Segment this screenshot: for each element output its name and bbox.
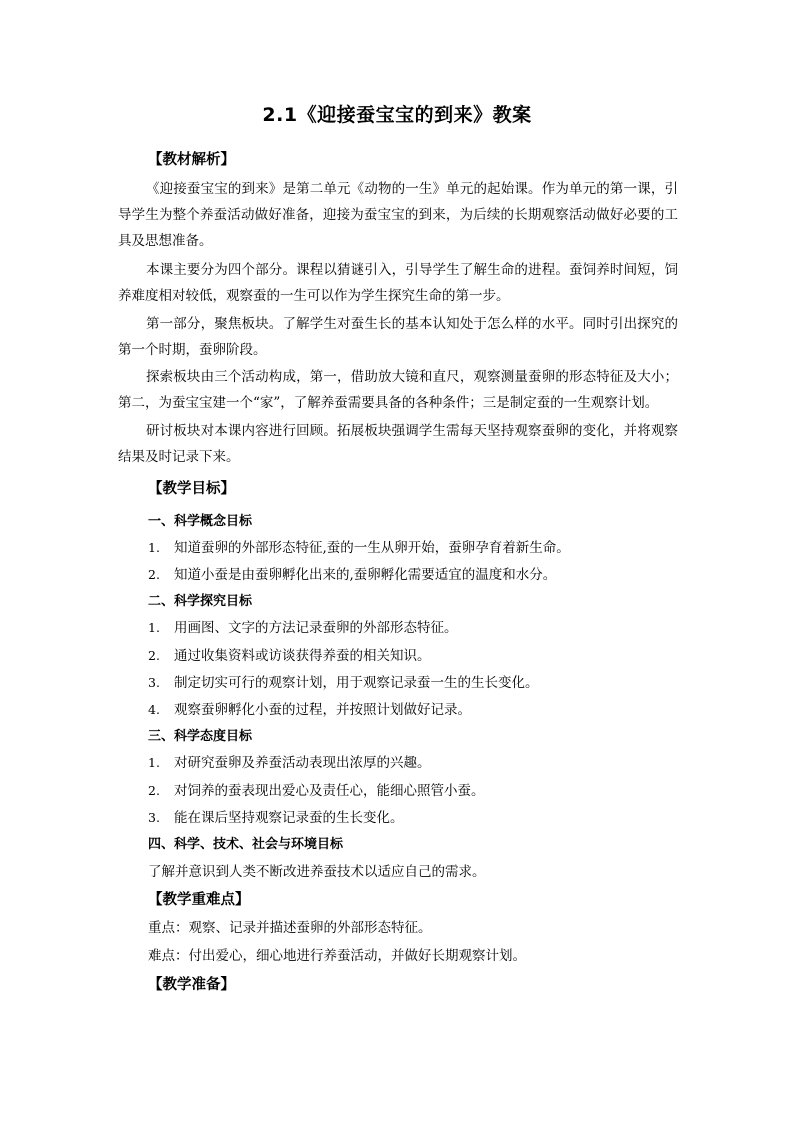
keypoint-important: 重点：观察、记录并描述蚕卵的外部形态特征。 [148,920,432,936]
item-number: 3. [148,675,160,690]
item-number: 2. [148,648,160,663]
item-number: 3. [148,810,160,825]
item-number: 2. [148,783,160,798]
item-number: 1. [148,755,160,770]
goal-subheading-attitude: 三、科学态度目标 [148,729,253,744]
goal-list-item [148,644,431,664]
goal-list-item [148,563,556,583]
section-heading-goals: 【教学目标】 [148,481,235,497]
item-number: 1. [148,540,160,555]
item-text: 通过收集资料或访谈获得养蚕的相关知识。 [174,648,431,664]
goal-list-item [148,806,404,826]
section-heading-preparation: 【教学准备】 [148,977,235,993]
goal-subheading-concept: 一、科学概念目标 [148,514,253,529]
item-text: 知道蚕卵的外部形态特征,蚕的一生从卵开始，蚕卵孕育着新生命。 [174,540,570,556]
goal-list-item [148,536,570,556]
analysis-paragraph: 本课主要分为四个部分。课程以猜谜引入，引导学生了解生命的进程。蚕饲养时间短，饲养难度相对较低，观察蚕的一生可以作为学生探究生命的第一步。 [118,262,678,304]
goal-list-item [148,671,539,691]
analysis-paragraph: 《迎接蚕宝宝的到来》是第二单元《动物的一生》单元的起始课。作为单元的第一课，引导学生为整个养蚕活动做好准备，迎接为蚕宝宝的到来，为后续的长期观察活动做好必要的工具及思想准备。 [118,181,678,249]
goal-subheading-inquiry: 二、科学探究目标 [148,594,253,609]
item-text: 知道小蚕是由蚕卵孵化出来的,蚕卵孵化需要适宜的温度和水分。 [174,567,557,583]
goal-list-item [148,616,458,636]
document-title: 2.1《迎接蚕宝宝的到来》教案 [262,104,532,126]
item-text: 能在课后坚持观察记录蚕的生长变化。 [174,810,404,826]
item-text: 观察蚕卵孵化小蚕的过程，并按照计划做好记录。 [174,702,471,718]
analysis-paragraph: 探索板块由三个活动构成，第一，借助放大镜和直尺，观察测量蚕卵的形态特征及大小；第二，为蚕宝宝建一个“家”，了解养蚕需要具备的各种条件；三是制定蚕的一生观察计划。 [118,369,678,411]
item-text: 对研究蚕卵及养蚕活动表现出浓厚的兴趣。 [174,755,431,771]
item-number: 4. [148,702,160,717]
item-number: 2. [148,567,160,582]
goal-list-item [148,779,485,799]
item-text: 对饲养的蚕表现出爱心及责任心，能细心照管小蚕。 [174,783,485,799]
section-heading-analysis: 【教材解析】 [148,152,235,168]
section-heading-keypoints: 【教学重难点】 [148,892,250,908]
goal-list-item [148,751,431,771]
item-number: 1. [148,620,160,635]
item-text: 制定切实可行的观察计划，用于观察记录蚕一生的生长变化。 [174,675,539,691]
goal-subheading-sts: 四、科学、技术、社会与环境目标 [148,837,344,852]
keypoint-difficult: 难点：付出爱心，细心地进行养蚕活动，并做好长期观察计划。 [148,948,526,964]
goal-sts-text: 了解并意识到人类不断改进养蚕技术以适应自己的需求。 [148,864,486,880]
analysis-paragraph: 研讨板块对本课内容进行回顾。拓展板块强调学生需每天坚持观察蚕卵的变化，并将观察结果及时记录下来。 [118,423,678,465]
analysis-paragraph: 第一部分，聚焦板块。了解学生对蚕生长的基本认知处于怎么样的水平。同时引出探究的第一个时期，蚕卵阶段。 [118,316,678,358]
goal-list-item [148,698,471,718]
item-text: 用画图、文字的方法记录蚕卵的外部形态特征。 [174,620,458,636]
